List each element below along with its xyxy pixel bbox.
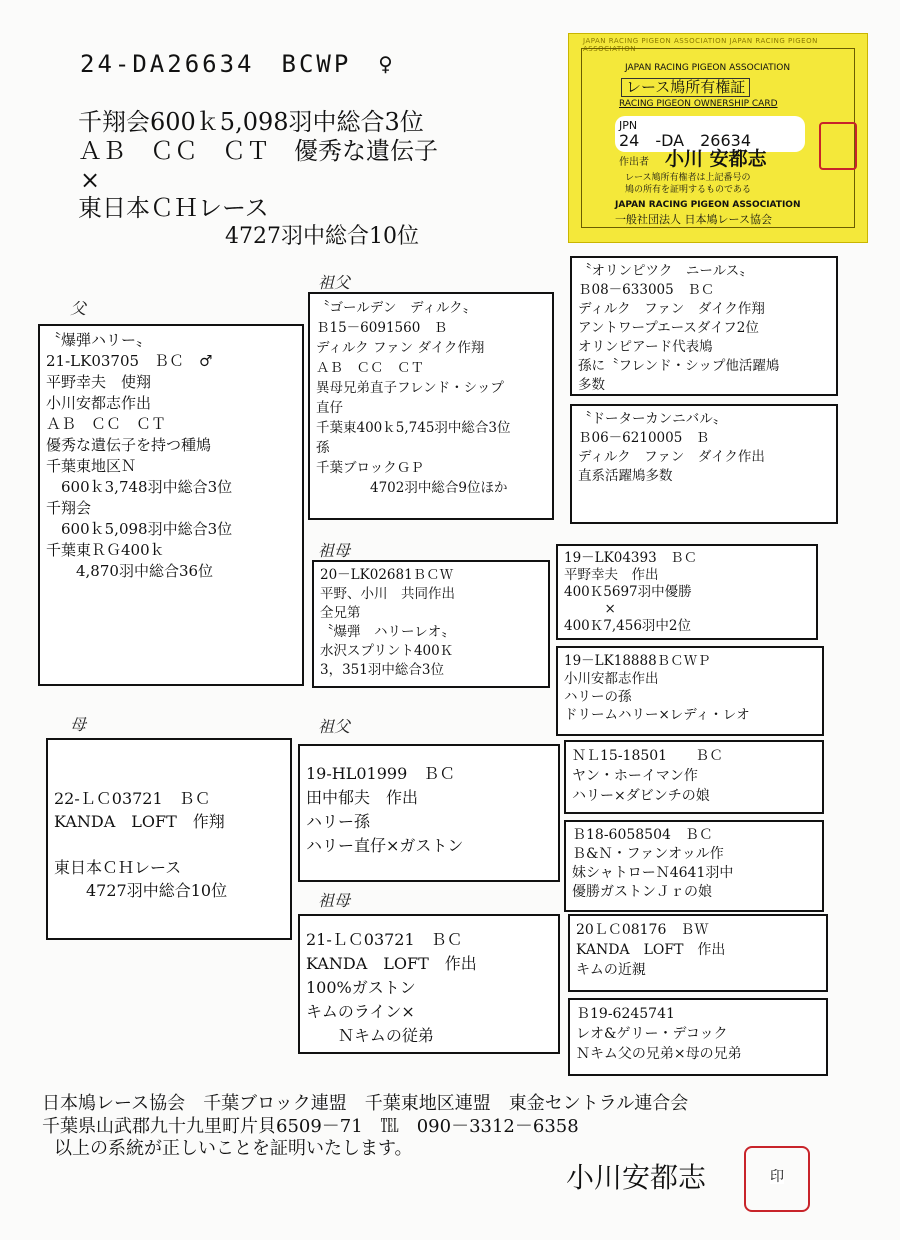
ownership-card	[568, 33, 868, 243]
pedigree-line: 千葉東地区Ｎ	[46, 457, 137, 475]
pedigree-line: 4727羽中総合10位	[54, 881, 228, 900]
pedigree-line: ハリー×ダビンチの娘	[572, 788, 710, 804]
pedigree-line	[54, 833, 284, 856]
card-border-text: JAPAN RACING PIGEON ASSOCIATION JAPAN RACING PIGEON ASSOCIATION	[583, 37, 818, 53]
pedigree-line: 平野、小川 共同作出	[320, 586, 455, 602]
pedigree-line: 孫に〝フレンド・シップ他活躍鳩	[578, 358, 780, 374]
pedigree-line: 千翔会	[46, 499, 92, 517]
pedigree-line: 異母兄弟直子フレンド・シップ	[316, 380, 504, 396]
pedigree-line: ×	[564, 601, 616, 617]
dam-dam-dam-box	[568, 998, 828, 1076]
pedigree-line: ディルク ファン ダイク作出	[578, 449, 765, 465]
dam-sire-box	[298, 744, 560, 882]
pedigree-line: Ｂ19-6245741	[576, 1006, 675, 1022]
pedigree-line: 千葉東400ｋ5,745羽中総合3位	[316, 420, 511, 436]
pedigree-line: キムの近親	[576, 962, 646, 978]
card-note-2: 鳩の所有を証明するものである	[625, 185, 752, 195]
pedigree-line: 22-ＬＣ03721 ＢＣ	[54, 789, 211, 808]
pedigree-line: 21-ＬＣ03721 ＢＣ	[306, 930, 463, 949]
pedigree-line: アントワープエースダイフ2位	[578, 320, 759, 336]
pedigree-line: Ｂ&Ｎ・ファンオッル作	[572, 846, 724, 862]
card-jpn: JPN	[619, 119, 638, 132]
pedigree-line: 〝ドーターカンニバル〟	[578, 411, 727, 427]
card-title-jp: レース鳩所有権証	[621, 78, 750, 97]
sire-box	[38, 324, 304, 686]
pedigree-line: 21-LK03705 ＢＣ ♂	[46, 352, 213, 370]
pedigree-line: 平野幸夫 使翔	[46, 373, 152, 391]
header-line-1: 千翔会600ｋ5,098羽中総合3位	[78, 108, 424, 136]
pedigree-line: Ｂ06－6210005 Ｂ	[578, 430, 710, 446]
label-dam: 母	[70, 715, 87, 734]
pedigree-line: 妹シャトローＮ4641羽中	[572, 865, 734, 881]
footer-address: 千葉県山武郡九十九里町片貝6509－71 ℡ 090－3312－6358	[42, 1116, 579, 1137]
pedigree-line: 直系活躍鳩多数	[578, 468, 673, 484]
dam-box	[46, 738, 292, 940]
label-sire: 父	[70, 299, 87, 318]
pedigree-line: 19－LK04393 ＢＣ	[564, 550, 698, 566]
pedigree-line: 優勝ガストンＪｒの娘	[572, 884, 712, 900]
dam-sire-sire-box	[564, 740, 824, 814]
label-granddam-paternal: 祖母	[318, 541, 351, 560]
sire-dam-dam-box	[556, 646, 824, 736]
pedigree-line: 400Ｋ7,456羽中2位	[564, 618, 692, 634]
pedigree-line: 孫	[316, 440, 330, 456]
sire-sire-dam-box	[570, 404, 838, 524]
pedigree-line: ハリー孫	[306, 812, 371, 831]
sire-dam-box	[312, 560, 550, 688]
header-line-4: 東日本ＣＨレース	[78, 194, 269, 222]
pedigree-line: ドリームハリー×レディ・レオ	[564, 707, 750, 723]
pedigree-line: 4,870羽中総合36位	[46, 562, 214, 580]
pedigree-line: 〝爆弾 ハリーレオ〟	[320, 624, 455, 640]
label-grandsire-paternal: 祖父	[318, 273, 351, 292]
label-grandsire-maternal: 祖父	[318, 717, 351, 736]
header-line-3: ×	[80, 166, 101, 194]
pedigree-line: ＮＬ15-18501 ＢＣ	[572, 748, 724, 764]
pedigree-line: 600ｋ5,098羽中総合3位	[46, 520, 233, 538]
card-note-1: レース鳩所有権者は上記番号の	[625, 173, 751, 183]
sire-sire-sire-box	[570, 256, 838, 396]
pedigree-line: 千葉東ＲＧ400ｋ	[46, 541, 165, 559]
pedigree-line: 〝オリンピツク ニールス〟	[578, 263, 753, 279]
pedigree-line: レオ&ゲリー・デコック	[576, 1026, 728, 1042]
pedigree-line: 20ＬＣ08176 ＢＷ	[576, 922, 709, 938]
card-ring-number: 24 -DA 26634	[619, 131, 752, 150]
pedigree-line: ＡＢ ＣＣ ＣＴ	[46, 415, 167, 433]
pedigree-line: 〝爆弾ハリー〟	[46, 331, 152, 349]
pedigree-line: 600ｋ3,748羽中総合3位	[46, 478, 233, 496]
pedigree-line: 直仔	[316, 400, 343, 416]
dam-dam-sire-box	[568, 914, 828, 992]
card-title-en: RACING PIGEON OWNERSHIP CARD	[619, 99, 778, 109]
pedigree-line: 小川安都志作出	[46, 394, 152, 412]
pedigree-line: 3，351羽中総合3位	[320, 662, 444, 678]
pedigree-line: 全兄第	[320, 605, 361, 621]
label-granddam-maternal: 祖母	[318, 891, 351, 910]
pedigree-line: KANDA LOFT 作出	[306, 954, 477, 973]
header-line-5: 4727羽中総合10位	[225, 224, 419, 249]
dam-sire-dam-box	[564, 820, 824, 912]
pedigree-line: 東日本ＣＨレース	[54, 858, 182, 877]
pedigree-line: 千葉ブロックＧＰ	[316, 460, 424, 476]
pedigree-line	[54, 764, 284, 787]
dam-dam-box	[298, 914, 560, 1054]
pedigree-line: オリンピアード代表鳩	[578, 339, 713, 355]
pedigree-line: ハリー直仔×ガストン	[306, 836, 464, 855]
ring-number-title: 24-DA26634 BCWP ♀	[80, 50, 396, 78]
pedigree-line: Ｎキムの従弟	[306, 1026, 434, 1045]
pedigree-line: KANDA LOFT 作翔	[54, 812, 225, 831]
sire-dam-sire-box	[556, 544, 818, 640]
pedigree-line: 〝ゴールデン ディルク〟	[316, 300, 477, 316]
pedigree-line: 400Ｋ5697羽中優勝	[564, 584, 692, 600]
pedigree-line: Ｂ08－633005 ＢＣ	[578, 282, 715, 298]
pedigree-line: 優秀な遺伝子を持つ種鳩	[46, 436, 212, 454]
pedigree-line: 19-HL01999 ＢＣ	[306, 764, 456, 783]
pedigree-line: ディルク ファン ダイク作翔	[316, 340, 485, 356]
header-line-2: ＡＢ ＣＣ ＣＴ 優秀な遺伝子	[78, 137, 438, 165]
pedigree-line: 19－LK18888ＢＣＷＰ	[564, 653, 711, 669]
pedigree-line: 水沢スプリント400Ｋ	[320, 643, 454, 659]
pedigree-line: 100%ガストン	[306, 978, 416, 997]
pedigree-line: 平野幸夫 作出	[564, 567, 659, 583]
footer-associations: 日本鳩レース協会 千葉ブロック連盟 千葉東地区連盟 東金セントラル連合会	[42, 1093, 689, 1114]
pedigree-line: ディルク ファン ダイク作翔	[578, 301, 765, 317]
pedigree-line: ＡＢ ＣＣ ＣＴ	[316, 360, 424, 376]
seal-label: 印	[770, 1169, 784, 1185]
card-breeder-label: 作出者	[619, 157, 649, 168]
card-footer-en: JAPAN RACING PIGEON ASSOCIATION	[615, 200, 801, 210]
card-footer-jp: 一般社団法人 日本鳩レース協会	[615, 213, 772, 226]
pedigree-line: Ｂ18-6058504 ＢＣ	[572, 827, 713, 843]
pedigree-line: 20－LK02681ＢＣＷ	[320, 567, 454, 583]
pedigree-line: 田中郁夫 作出	[306, 788, 419, 807]
signature: 小川安都志	[566, 1161, 707, 1194]
pedigree-line: Ｂ15－6091560 Ｂ	[316, 320, 448, 336]
pedigree-line: 小川安都志作出	[564, 671, 659, 687]
card-seal-stamp	[819, 122, 857, 170]
pedigree-line: ハリーの孫	[564, 689, 632, 705]
pedigree-line: Ｎキム父の兄弟×母の兄弟	[576, 1046, 742, 1062]
pedigree-line: KANDA LOFT 作出	[576, 942, 726, 958]
card-breeder-name: 小川 安都志	[665, 148, 767, 170]
pedigree-line: キムのライン×	[306, 1002, 415, 1021]
sire-sire-box	[308, 292, 554, 520]
footer-certification: 以上の系統が正しいことを証明いたします。	[54, 1138, 413, 1159]
pedigree-line: 多数	[578, 377, 605, 393]
pedigree-line: ヤン・ホーイマン作	[572, 768, 698, 784]
card-assoc-en: JAPAN RACING PIGEON ASSOCIATION	[625, 63, 791, 73]
pedigree-line: 4702羽中総合9位ほか	[316, 480, 508, 496]
